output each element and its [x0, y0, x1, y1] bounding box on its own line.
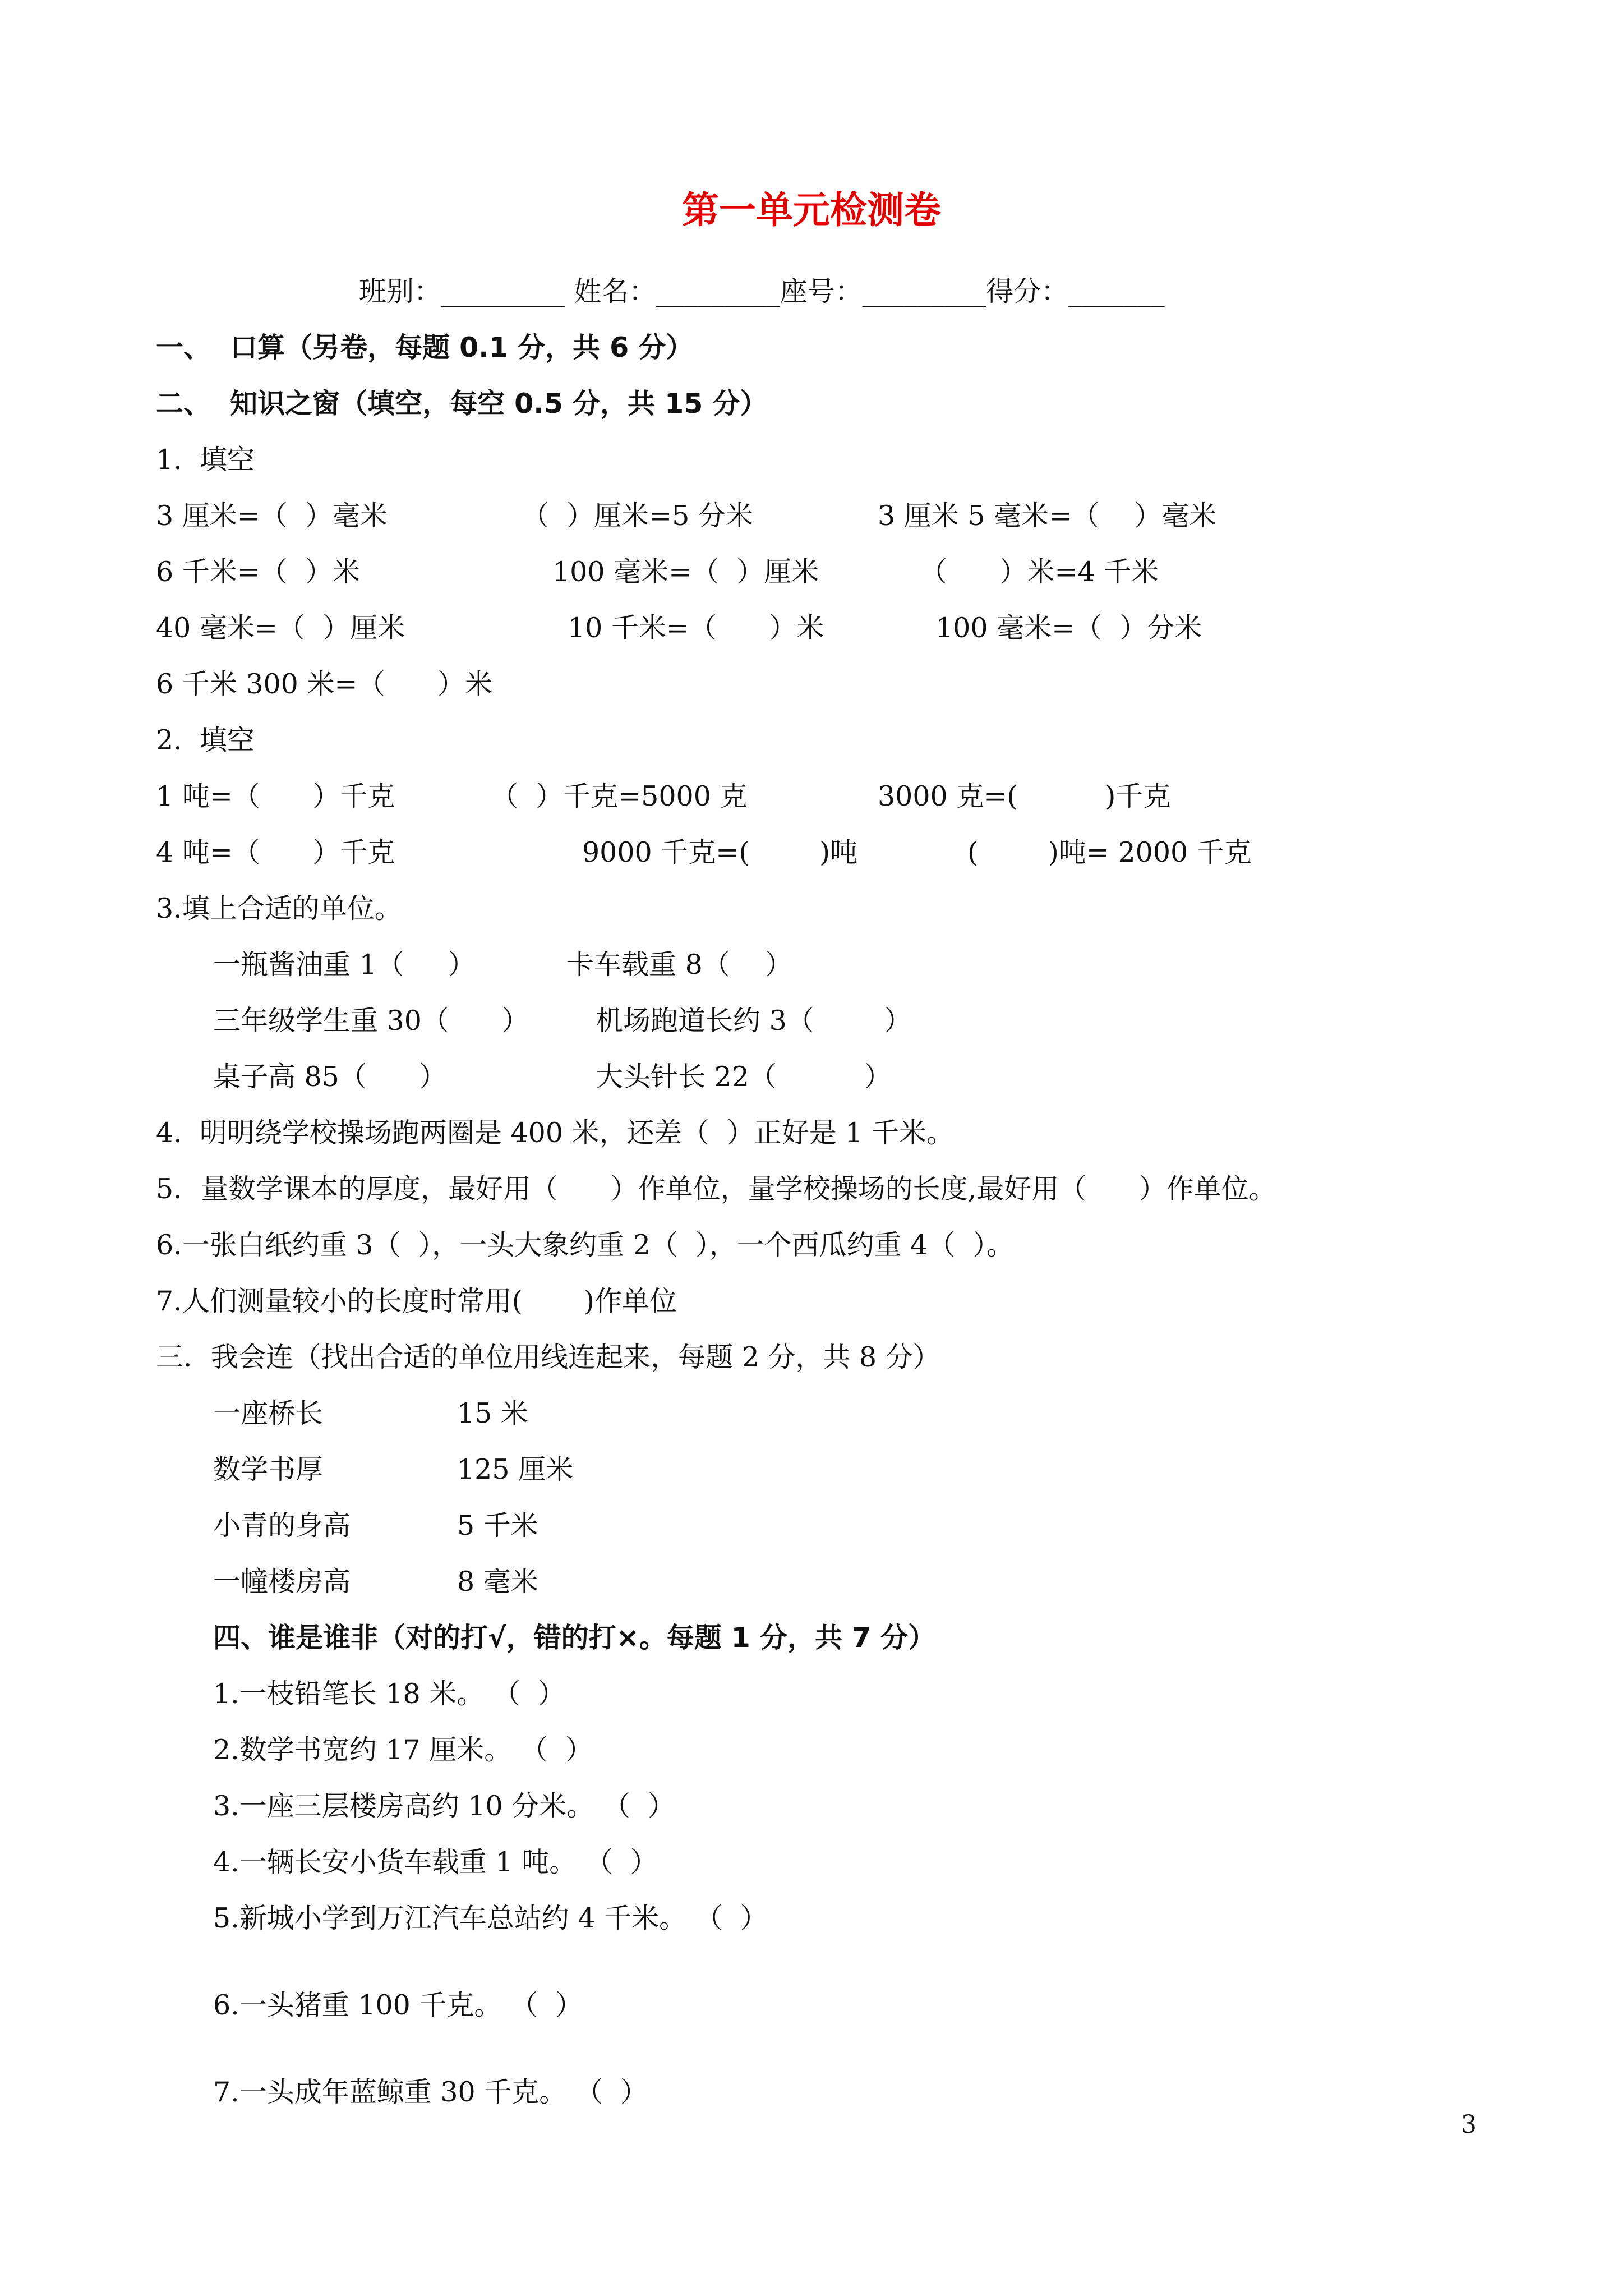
match-right-item: 8 毫米 — [457, 1566, 538, 1598]
q1-item: 100 毫米=（ ）厘米 — [552, 556, 819, 588]
q1-item: 6 千米=（ ）米 — [156, 556, 360, 588]
q1-item: 6 千米 300 米=（ ）米 — [156, 668, 492, 700]
section-4-heading: 四、谁是谁非（对的打√，错的打×。每题 1 分，共 7 分） — [213, 1622, 936, 1654]
q1-item: 3 厘米=（ ）毫米 — [156, 500, 388, 532]
q3-item: 卡车载重 8（ ） — [566, 949, 793, 981]
q2-item: 3000 克=( )千克 — [878, 780, 1171, 812]
q2-heading: 2. 填空 — [156, 724, 255, 756]
judge-item: 7.一头成年蓝鲸重 30 千克。 （ ） — [213, 2076, 648, 2108]
match-left-item: 一座桥长 — [213, 1397, 324, 1429]
q2-item: 9000 千克=( )吨 — [582, 836, 858, 868]
match-left-item: 小青的身高 — [213, 1510, 351, 1542]
q2-item: 4 吨=（ ）千克 — [156, 836, 395, 868]
q1-item: （ ）米=4 千米 — [920, 556, 1159, 588]
q1-item: （ ）厘米=5 分米 — [522, 500, 753, 532]
q3-item: 大头针长 22（ ） — [596, 1061, 892, 1093]
section-1-heading: 一、 口算（另卷，每题 0.1 分，共 6 分） — [156, 332, 694, 364]
q1-item: 100 毫米=（ ）分米 — [935, 612, 1202, 644]
match-left-item: 一幢楼房高 — [213, 1566, 351, 1598]
section-2-heading: 二、 知识之窗（填空，每空 0.5 分，共 15 分） — [156, 388, 768, 420]
section-3-heading: 三．我会连（找出合适的单位用线连起来，每题 2 分，共 8 分） — [156, 1341, 940, 1373]
q1-item: 40 毫米=（ ）厘米 — [156, 612, 405, 644]
match-right-item: 5 千米 — [457, 1510, 538, 1542]
judge-item: 6.一头猪重 100 千克。 （ ） — [213, 1989, 583, 2021]
q2-item: （ ）千克=5000 克 — [491, 780, 748, 812]
q1-heading: 1. 填空 — [156, 444, 255, 476]
q3-item: 三年级学生重 30（ ） — [213, 1005, 529, 1037]
q7-text: 7.人们测量较小的长度时常用( )作单位 — [156, 1285, 677, 1317]
q3-item: 机场跑道长约 3（ ） — [596, 1005, 912, 1037]
match-right-item: 15 米 — [457, 1397, 528, 1429]
q5-text: 5．量数学课本的厚度，最好用（ ）作单位，量学校操场的长度,最好用（ ）作单位。 — [156, 1173, 1276, 1205]
match-right-item: 125 厘米 — [457, 1453, 574, 1485]
judge-item: 3.一座三层楼房高约 10 分米。 （ ） — [213, 1790, 675, 1822]
q1-item: 10 千米=（ ）米 — [568, 612, 824, 644]
judge-item: 2.数学书宽约 17 厘米。 （ ） — [213, 1734, 593, 1766]
page-number: 3 — [1461, 2110, 1477, 2139]
judge-item: 5.新城小学到万江汽车总站约 4 千米。 （ ） — [213, 1902, 768, 1934]
q3-heading: 3.填上合适的单位。 — [156, 892, 402, 924]
q6-text: 6.一张白纸约重 3（ ），一头大象约重 2（ ），一个西瓜约重 4（ ）。 — [156, 1229, 1014, 1261]
judge-item: 4.一辆长安小货车载重 1 吨。 （ ） — [213, 1846, 658, 1878]
q2-item: 1 吨=（ ）千克 — [156, 780, 395, 812]
q4-text: 4. 明明绕学校操场跑两圈是 400 米，还差（ ）正好是 1 千米。 — [156, 1117, 955, 1149]
q1-item: 3 厘米 5 毫米=（ ）毫米 — [878, 500, 1217, 532]
q2-item: ( )吨= 2000 千克 — [967, 836, 1252, 868]
q3-item: 桌子高 85（ ） — [213, 1061, 447, 1093]
match-left-item: 数学书厚 — [213, 1453, 324, 1485]
judge-item: 1.一枝铅笔长 18 米。 （ ） — [213, 1678, 565, 1710]
student-info-line: 班别：_________ 姓名：_________座号：_________得分：_______ — [359, 275, 1165, 307]
q3-item: 一瓶酱油重 1（ ） — [213, 949, 476, 981]
page-title: 第一单元检测卷 — [682, 188, 941, 232]
